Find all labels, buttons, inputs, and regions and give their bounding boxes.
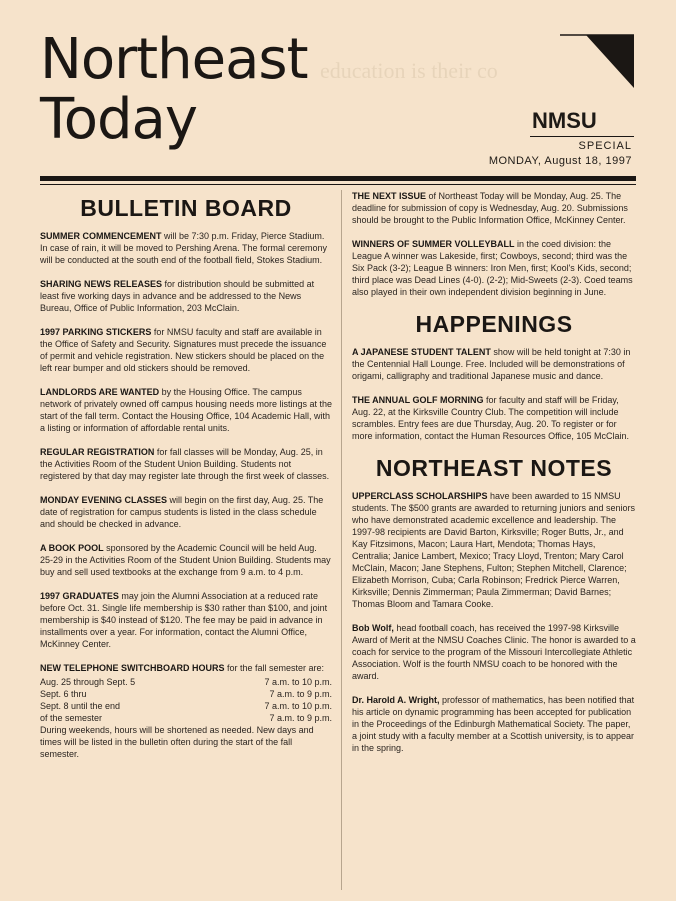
notes-item-text: have been awarded to 15 NMSU students. The $500 grants are awarded to returning juniors and seniors who have demonstrated academic excellence and leadership. The 1997-98 recipients are David Barton, Kirksville; Roger Butts, Jr., and Kay Fitzsimons, Macon; Laura Hart, Mendota; Thomas Hays, Centralia; Janice Lambert, Mexico; Tracy Lloyd, Trenton; Mary Carol McClain, Macon; Jane Stephens, Fulton; Stephen Mitchell, Clarence; Elizabeth Morrison, Cuba; Carla Robinson; Fredrick Pierce Warren, Kirksville; Dennis Zimmerman; Paula Zimmerman; David Barnes; Thomas Bloom and Tamara Cooke. — [352, 491, 636, 609]
bulletin-item-lead: NEW TELEPHONE SWITCHBOARD HOURS — [40, 663, 225, 673]
happenings-heading: HAPPENINGS — [415, 311, 573, 337]
northeast-notes-heading: NORTHEAST NOTES — [375, 455, 613, 481]
bulletin-item-text: for NMSU faculty and staff are available in the Office of Safety and Security. Signatures must precede the issuance of permit and vehicle registration. New stickers should be placed on the left rear bumper and old stickers should be removed. — [40, 327, 327, 373]
bulletin-item-lead: LANDLORDS ARE WANTED — [40, 387, 160, 397]
schedule-label: Aug. 25 through Sept. 5 — [40, 677, 136, 687]
schedule-row — [40, 712, 332, 724]
notes-item-lead: Bob Wolf, — [352, 623, 394, 633]
happenings-item-text: show will be held tonight at 7:30 in the Centennial Hall Lounge. Free. Included will be demonstrations of origami, calligraphy and traditional Japanese music and dance. — [352, 347, 631, 381]
bulletin-item — [352, 238, 636, 298]
bulletin-item-lead: WINNERS OF SUMMER VOLLEYBALL — [352, 239, 515, 249]
bulletin-item-lead: SHARING NEWS RELEASES — [40, 279, 163, 289]
logo-rule — [530, 136, 634, 137]
notes-item — [352, 622, 636, 682]
bulletin-board-heading: BULLETIN BOARD — [80, 195, 292, 221]
bulletin-item-text: sponsored by the Academic Council will be held Aug. 25-29 in the Activities Room of the Student Union Building. Students may buy and sell used textbooks at the exchange from 9 a.m. to 4 p.m. — [40, 543, 331, 577]
schedule-hours: 7 a.m. to 9 p.m. — [269, 689, 332, 699]
schedule-row — [40, 700, 332, 712]
bulletin-item-lead: REGULAR REGISTRATION — [40, 447, 155, 457]
issue-date: MONDAY, August 18, 1997 — [488, 155, 632, 167]
bulletin-item — [40, 662, 332, 674]
masthead-title-line2: Today — [40, 87, 197, 152]
notes-item — [352, 694, 636, 754]
bulletin-item-lead: SUMMER COMMENCEMENT — [40, 231, 162, 241]
bulletin-item-text: for distribution should be submitted at least five working days in advance and be addressed to the News Bureau, Office of Public Information, 203 McClain. — [40, 279, 315, 313]
schedule-label: of the semester — [40, 713, 103, 723]
bulletin-item — [40, 446, 332, 482]
happenings-item — [352, 346, 636, 382]
bulletin-item-text: by the Housing Office. The campus network of privately owned off campus housing needs more listings at the start of the fall term. Contact the Housing Office, 104 Academic Hall, with a listing or information of affordable rental units. — [40, 387, 332, 433]
column-divider — [341, 190, 342, 890]
happenings-item-text: for faculty and staff will be Friday, Aug. 22, at the Kirksville Country Club. The competition will include scrambles. Entry fees are due Thursday, Aug. 20. To register or for more information, contact the Human Resources Office, 105 McClain. — [352, 395, 629, 441]
switchboard-schedule — [40, 676, 332, 724]
bulletin-item-text: for the fall semester are: — [224, 663, 325, 673]
schedule-row — [40, 688, 332, 700]
bulletin-item-lead: MONDAY EVENING CLASSES — [40, 495, 168, 505]
bulletin-item-lead: 1997 GRADUATES — [40, 591, 119, 601]
bulletin-item-text: will begin on the first day, Aug. 25. The date of registration for campus students is listed in the class schedule and should be checked in advance. — [40, 495, 324, 529]
happenings-item — [352, 394, 636, 442]
masthead-title-line1: Northeast — [40, 27, 308, 92]
notes-item — [352, 490, 636, 610]
right-column — [352, 190, 636, 766]
bulletin-item-text: for fall classes will be Monday, Aug. 25, in the Activities Room of the Student Union Building. Students not registered by that day may register late through the first week of classes. — [40, 447, 330, 481]
schedule-hours: 7 a.m. to 10 p.m. — [264, 677, 332, 687]
left-column — [40, 190, 332, 772]
ghosted-headline: education is their co — [320, 58, 498, 83]
masthead-rule-thin — [40, 184, 636, 185]
edition-label: SPECIAL — [578, 140, 632, 152]
schedule-label: Sept. 8 until the end — [40, 701, 121, 711]
notes-item-lead: Dr. Harold A. Wright, — [352, 695, 440, 705]
bulletin-item-text: of Northeast Today will be Monday, Aug. 25. The deadline for submission of copy is Wednesday, Aug. 20. Submissions should be brought to the Public Information Office, McKinney Center. — [352, 191, 628, 225]
schedule-hours: 7 a.m. to 9 p.m. — [269, 713, 332, 723]
nmsu-logo: NMSU — [532, 108, 597, 133]
bulletin-item-text: in the coed division: the League A winner was Lakeside, first; Cowboys, second; third was the Six Pack (3-2); League B winners: Iron Men, first; Kool's Kids, second; third place was Dead Lines (4-0). (2-2); Mid-Sweets (2-3). Coed teams also played in their own independent division beginning in June. — [352, 239, 633, 297]
notes-item-lead: UPPERCLASS SCHOLARSHIPS — [352, 491, 488, 501]
bulletin-item — [40, 386, 332, 434]
corner-triangle-icon — [560, 34, 634, 88]
schedule-hours: 7 a.m. to 10 p.m. — [264, 701, 332, 711]
masthead-title — [40, 27, 308, 152]
bulletin-item — [40, 590, 332, 650]
bulletin-item — [40, 542, 332, 578]
bulletin-item — [40, 326, 332, 374]
schedule-label: Sept. 6 thru — [40, 689, 87, 699]
happenings-item-lead: THE ANNUAL GOLF MORNING — [352, 395, 484, 405]
bulletin-item-lead: A BOOK POOL — [40, 543, 104, 553]
bulletin-item — [352, 190, 636, 226]
happenings-item-lead: A JAPANESE STUDENT TALENT — [352, 347, 491, 357]
bulletin-item — [40, 494, 332, 530]
bulletin-item — [40, 278, 332, 314]
notes-item-text: professor of mathematics, has been notified that his article on dynamic programming has been accepted for publication in the Proceedings of the Edinburgh Mathematical Society. The paper, a joint study with a faculty member at a Scottish university, is to appear in the spring. — [352, 695, 635, 753]
bulletin-item — [40, 230, 332, 266]
bulletin-item-text: will be 7:30 p.m. Friday, Pierce Stadium. In case of rain, it will be moved to Pershing Arena. The formal ceremony will be conducted at the south end of the football field, Stokes Stadium. — [40, 231, 327, 265]
bulletin-item-text: may join the Alumni Association at a reduced rate before Oct. 31. Single life membership is $30 rather than $100, and joint membership is $40 instead of $120. The fee may be paid in advance in installments over a year. For information, contact the Alumni Office, McKinney Center. — [40, 591, 328, 649]
notes-item-text: head football coach, has received the 1997-98 Kirksville Award of Merit at the NMSU Coaches Clinic. The honor is awarded to a coach for service to the program of the Missouri Intercollegiate Athletic Association. Wolf is the fourth NMSU coach to be honored with the award. — [352, 623, 636, 681]
bulletin-item-lead: 1997 PARKING STICKERS — [40, 327, 152, 337]
masthead-rule-thick — [40, 176, 636, 181]
schedule-row — [40, 676, 332, 688]
bulletin-closing: During weekends, hours will be shortened as needed. New days and times will be listed in the bulletin often during the start of the fall semester. — [40, 725, 314, 759]
bulletin-item-lead: THE NEXT ISSUE — [352, 191, 427, 201]
